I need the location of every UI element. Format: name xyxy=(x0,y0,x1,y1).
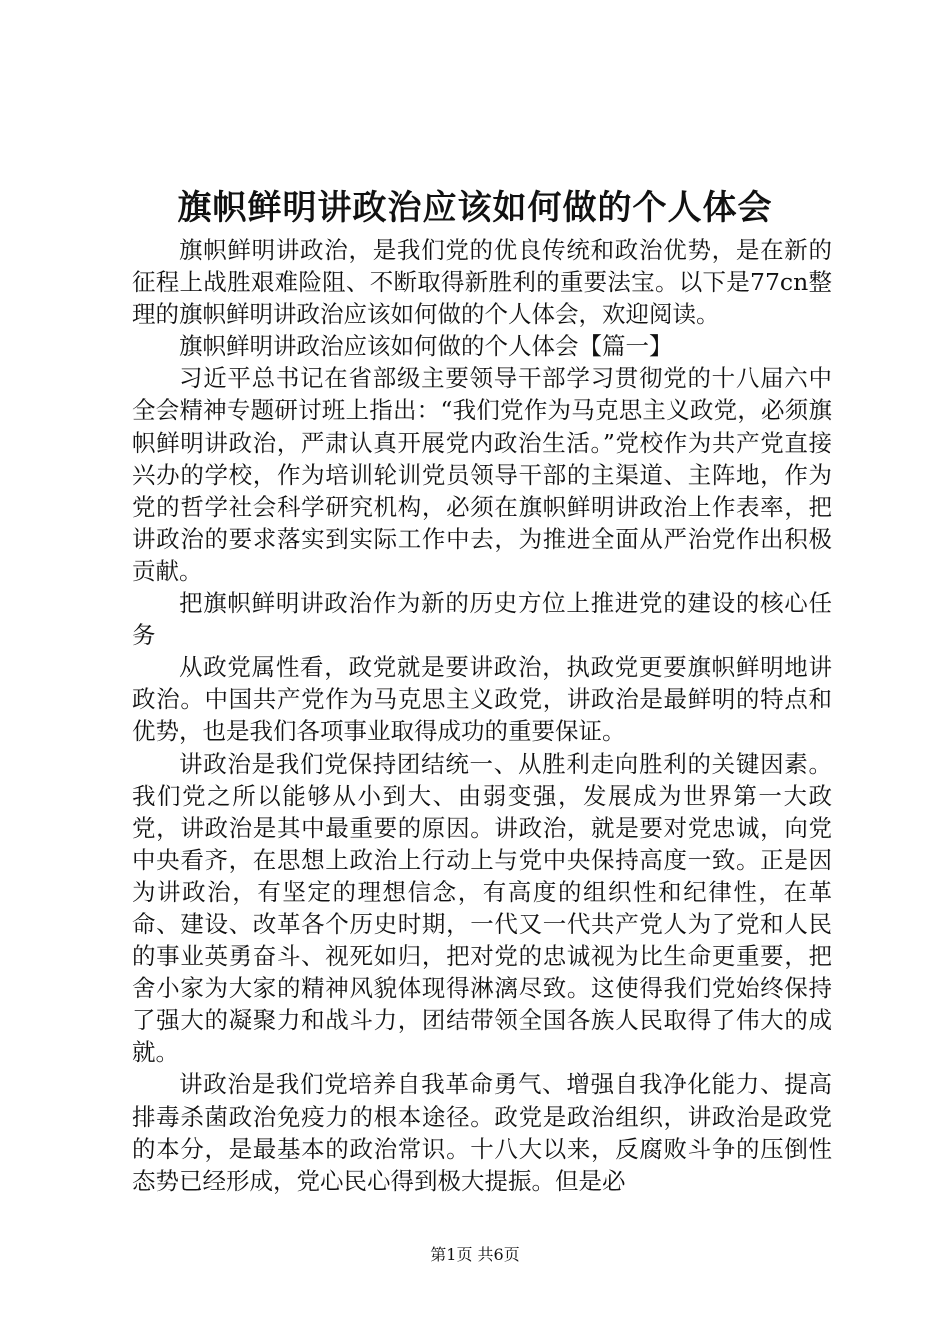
body-paragraph: 讲政治是我们党保持团结统一、从胜利走向胜利的关键因素。我们党之所以能够从小到大、由弱变强，发展成为世界第一大政党，讲政治是其中最重要的原因。讲政治，就是要对党忠诚，向党中央看齐，在思想上政治上行动上与党中央保持高度一致。正是因为讲政治，有坚定的理想信念，有高度的组织性和纪律性，在革命、建设、改革各个历史时期，一代又一代共产党人为了党和人民的事业英勇奋斗、视死如归，把对党的忠诚视为比生命更重要，把舍小家为大家的精神风貌体现得淋漓尽致。这使得我们党始终保持了强大的凝聚力和战斗力，团结带领全国各族人民取得了伟大的成就。 xyxy=(132,749,832,1067)
body-paragraph: 讲政治是我们党培养自我革命勇气、增强自我净化能力、提高排毒杀菌政治免疫力的根本途径。政党是政治组织，讲政治是政党的本分，是最基本的政治常识。十八大以来，反腐败斗争的压倒性态势已经形成，党心民心得到极大提振。但是必 xyxy=(132,1070,832,1195)
body-paragraph: 习近平总书记在省部级主要领导干部学习贯彻党的十八届六中全会精神专题研讨班上指出：“我们党作为马克思主义政党，必须旗帜鲜明讲政治，严肃认真开展党内政治生活。”党校作为共产党直接兴办的学校，作为培训轮训党员领导干部的主渠道、主阵地，作为党的哲学社会科学研究机构，必须在旗帜鲜明讲政治上作表率，把讲政治的要求落实到实际工作中去，为推进全面从严治党作出积极贡献。 xyxy=(132,364,832,585)
intro-paragraph: 旗帜鲜明讲政治，是我们党的优良传统和政治优势，是在新的征程上战胜艰难险阻、不断取得新胜利的重要法宝。以下是77cn整理的旗帜鲜明讲政治应该如何做的个人体会，欢迎阅读。 xyxy=(132,236,832,329)
body-paragraph: 从政党属性看，政党就是要讲政治，执政党更要旗帜鲜明地讲政治。中国共产党作为马克思主义政党，讲政治是最鲜明的特点和优势，也是我们各项事业取得成功的重要保证。 xyxy=(132,653,832,746)
document-title: 旗帜鲜明讲政治应该如何做的个人体会 xyxy=(177,188,773,228)
document-body xyxy=(132,234,832,1197)
page-footer: 第1页 共6页 xyxy=(430,1245,520,1264)
subheading-paragraph: 把旗帜鲜明讲政治作为新的历史方位上推进党的建设的核心任务 xyxy=(132,589,832,650)
section-heading: 旗帜鲜明讲政治应该如何做的个人体会【篇一】 xyxy=(179,332,673,361)
